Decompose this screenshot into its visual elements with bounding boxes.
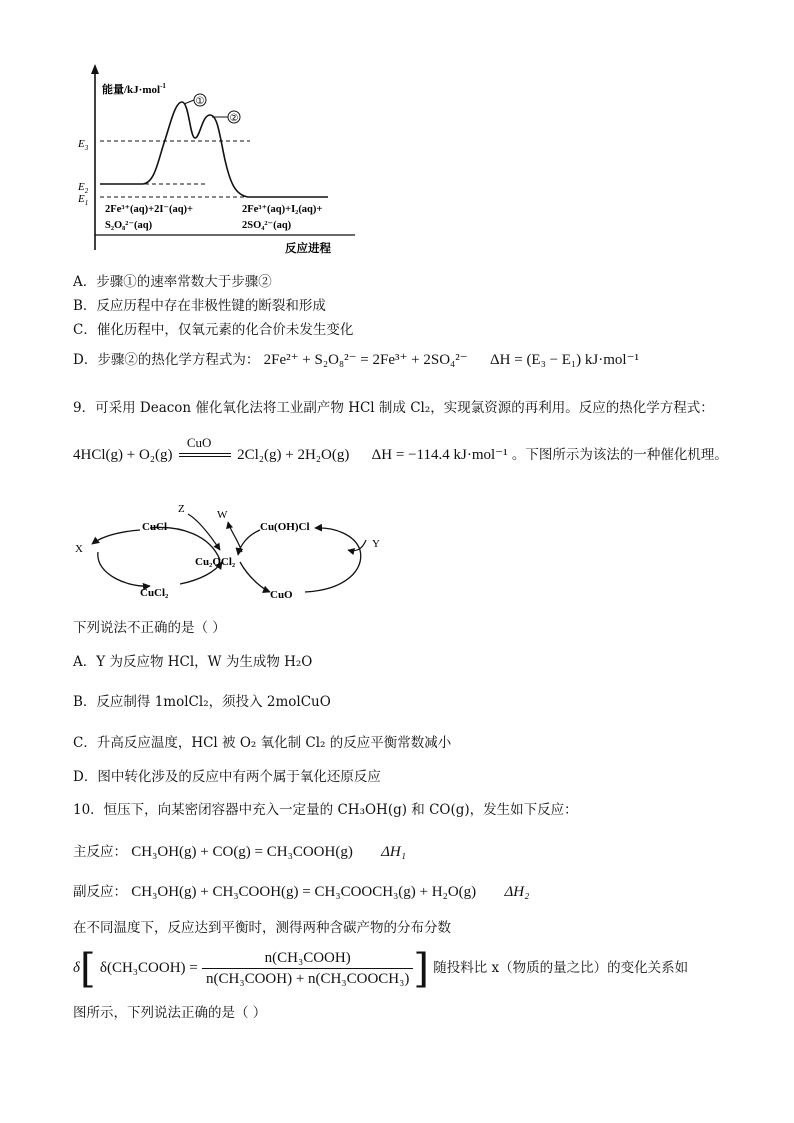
q10-side-eq: CH₃OH(g) + CH₃COOH(g) = CH₃COOCH₃(g) + H₂O(g) <box>131 884 477 900</box>
q9-eq-dh: ΔH = −114.4 kJ·mol⁻¹ <box>371 447 508 463</box>
left-loop-lower-arc <box>98 552 150 586</box>
q8-option-d <box>73 350 639 370</box>
q10-after-frac: 随投料比 x（物质的量之比）的变化关系如 <box>433 960 689 976</box>
q9-eq-catalyst: CuO <box>186 434 212 450</box>
q10-main-dh: ΔH₁ <box>381 844 406 860</box>
q8-option-b: B．反应历程中存在非极性键的断裂和形成 <box>73 298 326 314</box>
q9-option-d: D．图中转化涉及的反应中有两个属于氧化还原反应 <box>73 769 381 785</box>
products-label-1: 2Fe³⁺(aq)+I₂(aq)+ <box>242 204 323 215</box>
q10-main-reaction <box>73 842 406 862</box>
q9-option-c: C．升高反应温度，HCl 被 O₂ 氧化制 Cl₂ 的反应平衡常数减小 <box>73 735 452 751</box>
q10-frac-num: n(CH₃COOH) <box>202 948 413 969</box>
q10-stem: 10．恒压下，向某密闭容器中充入一定量的 CH₃OH(g) 和 CO(g)，发生如下反应： <box>73 802 578 818</box>
cycle-w: W <box>217 509 228 521</box>
q9-eq-left: 4HCl(g) + O₂(g) <box>73 447 173 463</box>
y-arrow <box>348 540 366 551</box>
cu2ocl2-to-cuo-arc <box>240 562 270 592</box>
q10-fraction <box>202 948 413 989</box>
cycle-cucl2: CuCl₂ <box>140 587 169 599</box>
q10-side-label: 副反应： <box>73 884 127 900</box>
cycle-cuohcl: Cu(OH)Cl <box>260 521 310 533</box>
q8-option-d-dh: ΔH = (E₃ − E₁) kJ·mol⁻¹ <box>490 352 640 368</box>
cycle-cuo: CuO <box>270 589 293 601</box>
q9-eq-tail: 。下图所示为该法的一种催化机理。 <box>511 447 728 463</box>
w-arrow <box>228 522 242 552</box>
left-loop-to-x-arc <box>92 530 140 544</box>
cycle-cucl: CuCl <box>142 521 168 533</box>
q10-line5: 图所示，下列说法正确的是（ ） <box>73 1005 267 1021</box>
q8-option-a: A．步骤①的速率常数大于步骤② <box>73 274 272 290</box>
reactants-label-1: 2Fe³⁺(aq)+2I⁻(aq)+ <box>105 204 194 215</box>
q10-side-dh: ΔH₂ <box>504 884 530 900</box>
q9-question: 下列说法不正确的是（ ） <box>73 620 226 636</box>
energy-profile-diagram <box>70 60 360 260</box>
q9-stem-line1: 9．可采用 Deacon 催化氧化法将工业副产物 HCl 制成 Cl₂，实现氯资源的再利用。反应的热化学方程式： <box>73 400 714 416</box>
products-label-2: 2SO₄²⁻(aq) <box>242 220 292 231</box>
z-arrow <box>188 514 220 550</box>
q9-eq-right: 2Cl₂(g) + 2H₂O(g) <box>237 447 350 463</box>
cuo-to-right-arc <box>305 550 361 592</box>
q10-line3: 在不同温度下，反应达到平衡时，测得两种含碳产物的分布分数 <box>73 920 451 936</box>
q8-option-c: C．催化历程中，仅氧元素的化合价未发生变化 <box>73 322 354 338</box>
q9-option-b: B．反应制得 1molCl₂，须投入 2molCuO <box>73 694 331 710</box>
q10-main-label: 主反应： <box>73 844 127 860</box>
step2-label: ② <box>229 113 239 124</box>
q9-eq-arrow <box>179 434 231 465</box>
step1-label: ① <box>195 96 205 107</box>
q9-option-a: A．Y 为反应物 HCl，W 为生成物 H₂O <box>73 654 313 670</box>
e2-label: $E_2$ <box>78 181 89 195</box>
q9-equation-line <box>73 434 728 465</box>
energy-curve <box>100 102 328 197</box>
q10-frac-den: n(CH₃COOH) + n(CH₃COOCH₃) <box>206 971 410 987</box>
q10-delta-lhs: δ(CH₃COOH) = <box>99 960 198 976</box>
right-to-cuohcl-arc <box>315 528 360 550</box>
y-axis-label: 能量/kJ·mol$^{-1}$ <box>102 82 166 96</box>
x-axis-label: 反应进程 <box>285 243 331 255</box>
q10-main-eq: CH₃OH(g) + CO(g) = CH₃COOH(g) <box>131 844 353 860</box>
cycle-y: Y <box>372 538 380 550</box>
step1-pointer <box>184 100 194 104</box>
cycle-z: Z <box>178 503 185 515</box>
q10-delta-definition: δ[ δ(CH₃COOH) = $\frac{\text{n(CH₃COOH)}}{\text{n(CH₃COOH) + n(CH₃COOCH₃)}}$ ] 随投料比 x（物质的量之比）的变化关系如 <box>73 945 689 992</box>
catalytic-cycle-diagram <box>70 500 390 610</box>
reactants-label-2: S₂O₈²⁻(aq) <box>105 220 153 231</box>
cycle-x: X <box>75 543 83 555</box>
e3-label: $E_3$ <box>78 138 89 152</box>
q8-option-d-prefix: D．步骤②的热化学方程式为： <box>73 352 260 368</box>
e1-label: $E_1$ <box>78 193 89 207</box>
q10-side-reaction <box>73 882 529 902</box>
cycle-cu2ocl2: Cu₂OCl₂ <box>195 556 236 568</box>
q8-option-d-equation: 2Fe²⁺ + S₂O₈²⁻ = 2Fe³⁺ + 2SO₄²⁻ <box>263 352 468 368</box>
y-axis-arrow <box>91 64 99 74</box>
